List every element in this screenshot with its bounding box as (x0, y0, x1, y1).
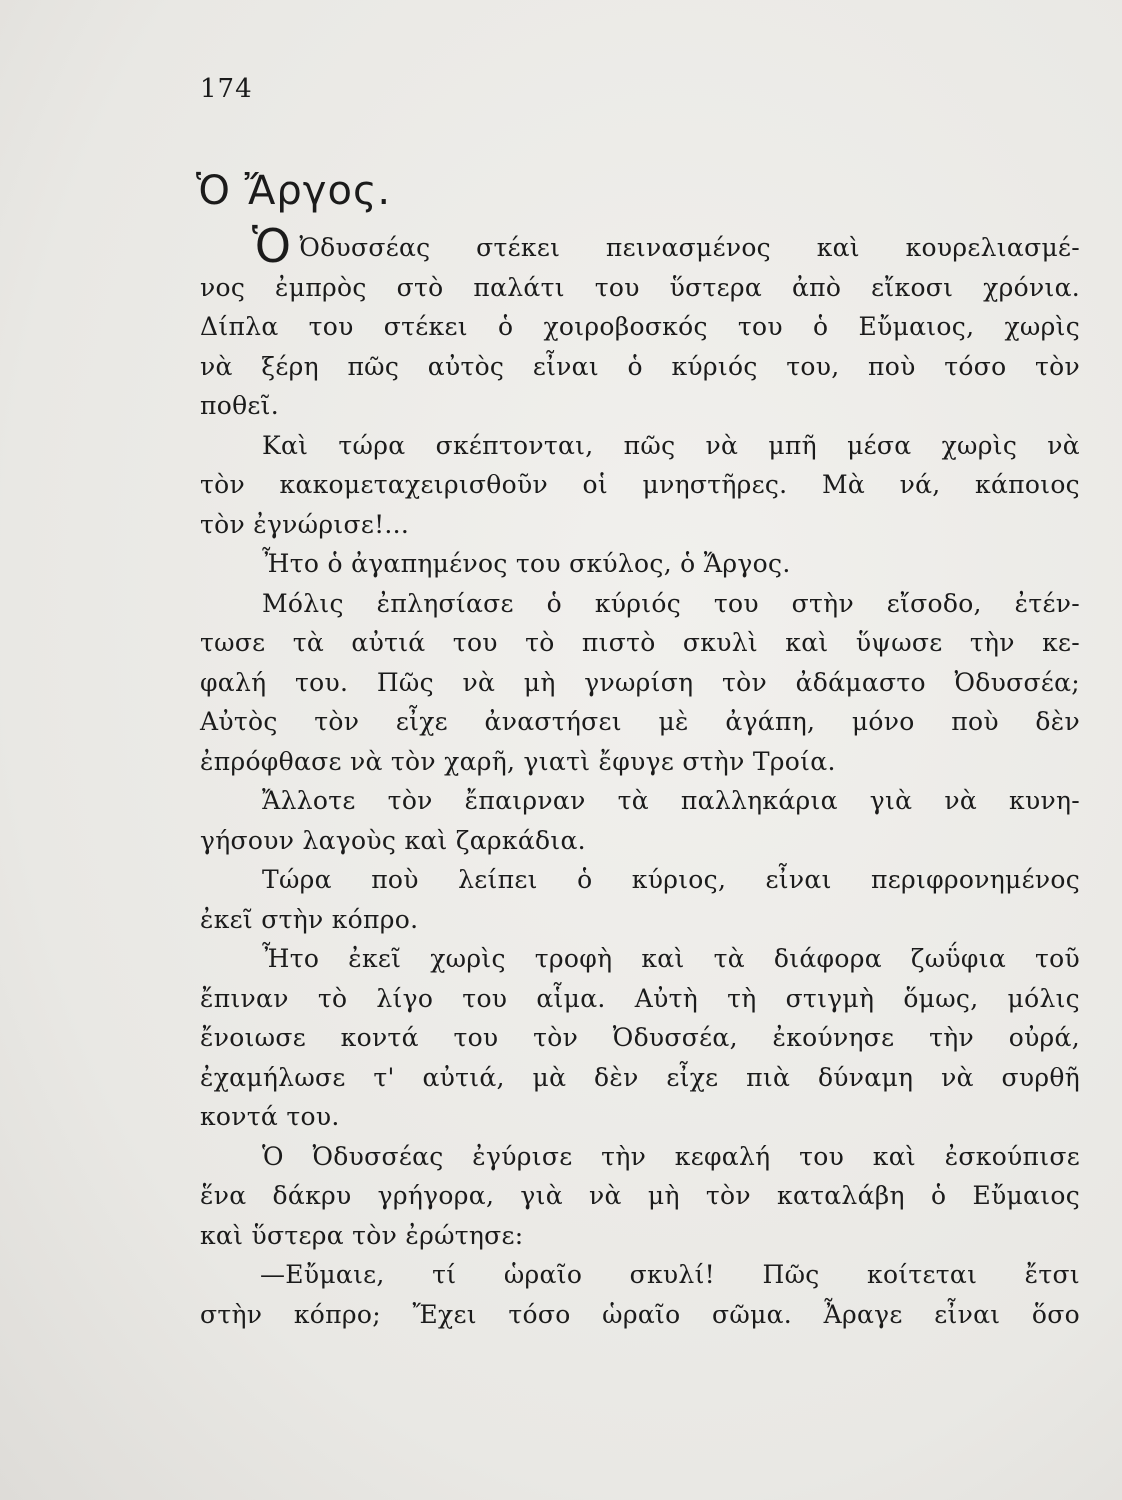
text-line: ἔπιναν τὸ λίγο του αἷμα. Αὐτὴ τὴ στιγμὴ ὅμως, μόλις (200, 983, 1080, 1013)
text-line: τὸν κακομεταχειρισθοῦν οἱ μνηστῆρες. Μὰ νά, κάποιος (200, 470, 1080, 499)
chapter-title: Ὁ Ἄργος. (196, 168, 392, 214)
text-line: Ὁ Ὀδυσσέας στέκει πεινασμένος καὶ κουρελιασμέ- (252, 219, 1080, 273)
body-text (200, 219, 1080, 1334)
text-line: νὰ ξέρη πῶς αὐτὸς εἶναι ὁ κύριός του, ποὺ τόσο τὸν (200, 351, 1080, 381)
text-line: νος ἐμπρὸς στὸ παλάτι του ὕστερα ἀπὸ εἴκοσι χρόνια. (200, 272, 1080, 302)
text-line: Ὁ Ὀδυσσέας ἐγύρισε τὴν κεφαλή του καὶ ἐσκούπισε (262, 1141, 1080, 1171)
text-line: ἐκεῖ στὴν κόπρο. (200, 904, 419, 934)
text-line: Μόλις ἐπλησίασε ὁ κύριός του στὴν εἴσοδο, ἐτέν- (262, 588, 1080, 618)
text-line: Αὐτὸς τὸν εἶχε ἀναστήσει μὲ ἀγάπη, μόνο ποὺ δὲν (200, 707, 1080, 736)
text-line: ἐπρόφθασε νὰ τὸν χαρῆ, γιατὶ ἔφυγε στὴν Τροία. (200, 746, 836, 776)
text-line: Ἦτο ὁ ἀγαπημένος του σκύλος, ὁ Ἄργος. (262, 549, 791, 578)
text-line: γήσουν λαγοὺς καὶ ζαρκάδια. (200, 825, 586, 855)
page-number: 174 (200, 74, 253, 104)
text-line: τὸν ἐγνώρισε!... (200, 509, 410, 539)
text-line: Καὶ τώρα σκέπτονται, πῶς νὰ μπῆ μέσα χωρὶς νὰ (262, 430, 1080, 460)
text-line: —Εὔμαιε, τί ὡραῖο σκυλί! Πῶς κοίτεται ἔτσι (260, 1260, 1080, 1289)
text-line: κοντά του. (200, 1102, 340, 1131)
text-line: στὴν κόπρο; Ἔχει τόσο ὡραῖο σῶμα. Ἆραγε εἶναι ὅσο (200, 1299, 1080, 1329)
text-line: ποθεῖ. (200, 391, 280, 420)
text-line: καὶ ὕστερα τὸν ἐρώτησε: (200, 1220, 524, 1250)
text-line: Τώρα ποὺ λείπει ὁ κύριος, εἶναι περιφρονημένος (262, 865, 1080, 894)
text-line: Ἦτο ἐκεῖ χωρὶς τροφὴ καὶ τὰ διάφορα ζωΰφια τοῦ (262, 944, 1080, 973)
text-line: Δίπλα του στέκει ὁ χοιροβοσκός του ὁ Εὔμαιος, χωρὶς (200, 312, 1080, 341)
drop-cap: Ὁ (252, 219, 292, 273)
text-line: τωσε τὰ αὐτιά του τὸ πιστὸ σκυλὶ καὶ ὕψωσε τὴν κε- (200, 628, 1080, 657)
text-line: ἔνοιωσε κοντά του τὸν Ὀδυσσέα, ἐκούνησε τὴν οὐρά, (200, 1023, 1080, 1052)
text-line: Ἄλλοτε τὸν ἔπαιρναν τὰ παλληκάρια γιὰ νὰ κυνη- (262, 786, 1080, 815)
text-line: ἕνα δάκρυ γρήγορα, γιὰ νὰ μὴ τὸν καταλάβη ὁ Εὔμαιος (200, 1181, 1080, 1210)
text-line: φαλή του. Πῶς νὰ μὴ γνωρίση τὸν ἀδάμαστο Ὀδυσσέα; (200, 667, 1080, 697)
text-line: ἐχαμήλωσε τ' αὐτιά, μὰ δὲν εἶχε πιὰ δύναμη νὰ συρθῆ (200, 1062, 1080, 1092)
